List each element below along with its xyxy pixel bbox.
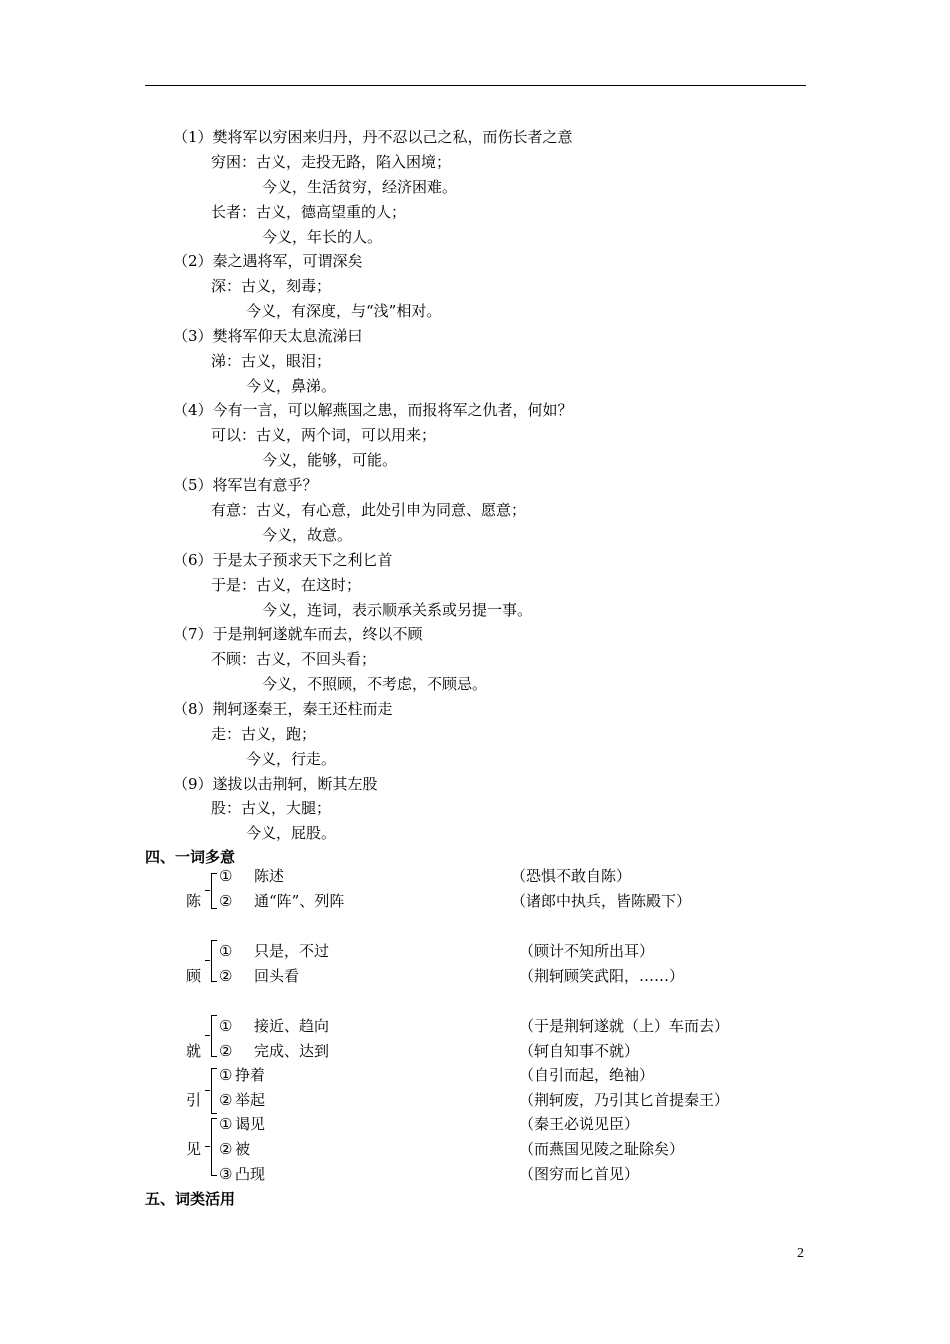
- item-3-modern: 今义，鼻涕。: [246, 377, 337, 395]
- item-3-ancient: 涕：古义，眼泪；: [211, 352, 332, 370]
- item-6-sentence: （6）于是太子预求天下之利匕首: [173, 551, 393, 569]
- item-1-word-1-modern: 今义，生活贫穷，经济困难。: [262, 178, 458, 196]
- brace-chen-tick: [205, 890, 210, 891]
- item-6-modern: 今义，连词，表示顺承关系或另提一事。: [262, 601, 533, 619]
- brace-jiu-tick: [205, 1035, 210, 1036]
- sense-meaning: 通“阵”、列阵: [254, 892, 345, 910]
- sense-example: （荆轲顾笑武阳，……）: [519, 967, 685, 985]
- brace-jiu: [211, 1015, 217, 1057]
- brace-gu: [211, 940, 217, 982]
- item-5-sentence: （5）将军岂有意乎？: [173, 476, 318, 494]
- item-4-ancient: 可以：古义，两个词，可以用来；: [211, 426, 437, 444]
- item-1-sentence: （1）樊将军以穷困来归丹，丹不忍以己之私，而伤长者之意: [173, 128, 573, 146]
- sense-num: ②: [219, 1140, 233, 1158]
- sense-example: （自引而起，绝袖）: [519, 1066, 655, 1084]
- item-8-ancient: 走：古义，跑；: [211, 725, 317, 743]
- sense-num: ①: [219, 867, 233, 885]
- section-5-heading: 五、词类活用: [145, 1190, 236, 1208]
- sense-example: （轲自知事不就）: [519, 1042, 640, 1060]
- sense-example: （图穷而匕首见）: [519, 1165, 640, 1183]
- item-5-modern: 今义，故意。: [262, 526, 353, 544]
- sense-example: （于是荆轲遂就（上）车而去）: [519, 1017, 730, 1035]
- item-5-ancient: 有意：古义，有心意，此处引申为同意、愿意；: [211, 501, 527, 519]
- sense-meaning: 挣着: [235, 1066, 266, 1084]
- sense-example: （顾计不知所出耳）: [519, 942, 655, 960]
- sense-num: ②: [219, 967, 233, 985]
- item-4-sentence: （4）今有一言，可以解燕国之患，而报将军之仇者，何如？: [173, 401, 573, 419]
- sense-meaning: 陈述: [254, 867, 285, 885]
- item-1-word-1-ancient: 穷困：古义，走投无路，陷入困境；: [211, 153, 452, 171]
- brace-jian-tick: [205, 1146, 210, 1147]
- sense-example: （秦王必说见臣）: [519, 1115, 640, 1133]
- polysemy-char-yin: 引: [186, 1091, 202, 1109]
- sense-example: （恐惧不敢自陈）: [511, 867, 632, 885]
- item-8-modern: 今义，行走。: [246, 750, 337, 768]
- sense-meaning: 举起: [235, 1091, 266, 1109]
- polysemy-char-chen: 陈: [186, 892, 202, 910]
- sense-num: ②: [219, 1042, 233, 1060]
- sense-num: ③: [219, 1165, 233, 1183]
- polysemy-char-jiu: 就: [186, 1042, 202, 1060]
- item-9-sentence: （9）遂拔以击荆轲，断其左股: [173, 775, 378, 793]
- item-7-sentence: （7）于是荆轲遂就车而去，终以不顾: [173, 625, 423, 643]
- sense-num: ②: [219, 1091, 233, 1109]
- sense-meaning: 谒见: [235, 1115, 266, 1133]
- item-9-modern: 今义，屁股。: [246, 824, 337, 842]
- item-2-ancient: 深：古义，刻毒；: [211, 277, 332, 295]
- sense-meaning: 完成、达到: [254, 1042, 330, 1060]
- sense-meaning: 被: [235, 1140, 251, 1158]
- item-7-ancient: 不顾：古义，不回头看；: [211, 650, 377, 668]
- polysemy-char-jian: 见: [186, 1140, 202, 1158]
- section-4-heading: 四、一词多意: [145, 848, 236, 866]
- item-9-ancient: 股：古义，大腿；: [211, 799, 332, 817]
- sense-num: ①: [219, 1017, 233, 1035]
- page-number: 2: [797, 1246, 804, 1261]
- brace-gu-tick: [205, 960, 210, 961]
- item-4-modern: 今义，能够，可能。: [262, 451, 398, 469]
- brace-chen: [211, 873, 217, 909]
- sense-num: ①: [219, 1115, 233, 1133]
- polysemy-char-gu: 顾: [186, 967, 202, 985]
- sense-meaning: 只是，不过: [254, 942, 330, 960]
- item-6-ancient: 于是：古义，在这时；: [211, 576, 362, 594]
- sense-num: ②: [219, 892, 233, 910]
- brace-yin-tick: [205, 1090, 210, 1091]
- item-7-modern: 今义，不照顾，不考虑，不顾忌。: [262, 675, 488, 693]
- sense-example: （而燕国见陵之耻除矣）: [519, 1140, 685, 1158]
- item-3-sentence: （3）樊将军仰天太息流涕曰: [173, 327, 363, 345]
- sense-num: ①: [219, 942, 233, 960]
- sense-meaning: 凸现: [235, 1165, 266, 1183]
- item-2-sentence: （2）秦之遇将军，可谓深矣: [173, 252, 363, 270]
- brace-jian: [211, 1118, 217, 1176]
- item-2-modern: 今义，有深度，与“浅”相对。: [246, 302, 442, 320]
- item-8-sentence: （8）荆轲逐秦王，秦王还柱而走: [173, 700, 393, 718]
- item-1-word-2-ancient: 长者：古义，德高望重的人；: [211, 203, 407, 221]
- header-rule: [145, 85, 806, 86]
- sense-meaning: 回头看: [254, 967, 300, 985]
- sense-example: （诸郎中执兵，皆陈殿下）: [511, 892, 692, 910]
- sense-num: ①: [219, 1066, 233, 1084]
- sense-meaning: 接近、趋向: [254, 1017, 330, 1035]
- item-1-word-2-modern: 今义，年长的人。: [262, 228, 383, 246]
- sense-example: （荆轲废，乃引其匕首提秦王）: [519, 1091, 730, 1109]
- brace-yin: [211, 1068, 217, 1114]
